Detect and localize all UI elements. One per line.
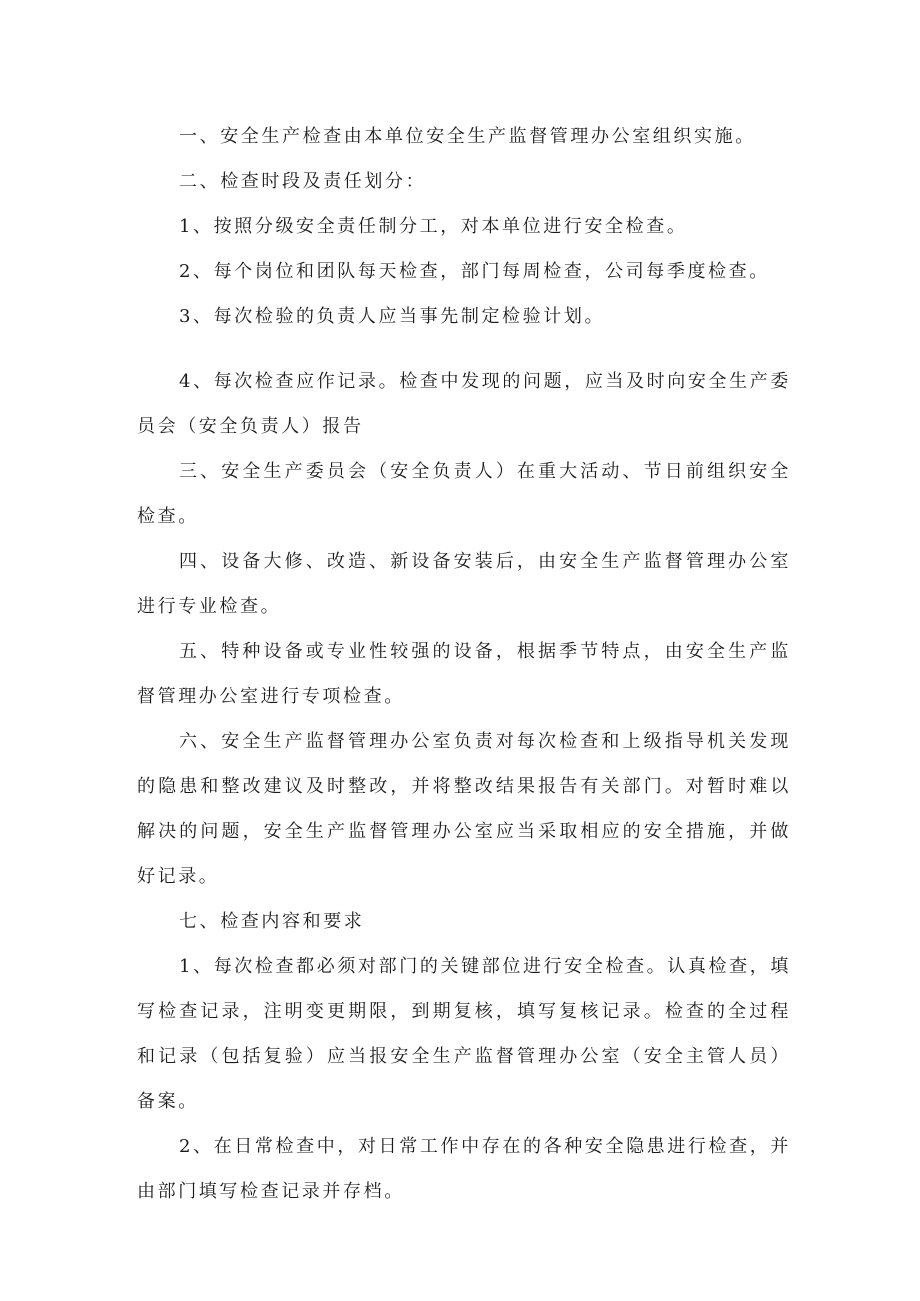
paragraph-3: 1、按照分级安全责任制分工，对本单位进行安全检查。 <box>179 216 688 237</box>
paragraph-2: 二、检查时段及责任划分： <box>179 171 427 192</box>
paragraph-8: 四、设备大修、改造、新设备安装后，由安全生产监督管理办公室进行专业检查。 <box>137 551 791 617</box>
paragraph-10: 六、安全生产监督管理办公室负责对每次检查和上级指导机关发现的隐患和整改建议及时整改，并将整改结果报告有关部门。对暂时难以解决的问题，安全生产监督管理办公室应当采取相应的安全措施，并做好记录。 <box>137 731 791 887</box>
paragraph-1: 一、安全生产检查由本单位安全生产监督管理办公室组织实施。 <box>179 126 756 147</box>
paragraph-7: 三、安全生产委员会（安全负责人）在重大活动、节日前组织安全检查。 <box>137 461 791 527</box>
paragraph-11: 七、检查内容和要求 <box>179 911 365 932</box>
paragraph-13: 2、在日常检查中，对日常工作中存在的各种安全隐患进行检查，并由部门填写检查记录并存档。 <box>137 1136 791 1202</box>
paragraph-5: 3、每次检验的负责人应当事先制定检验计划。 <box>179 306 606 327</box>
paragraph-6: 4、每次检查应作记录。检查中发现的问题，应当及时向安全生产委员会（安全负责人）报告 <box>137 371 791 437</box>
paragraph-12: 1、每次检查都必须对部门的关键部位进行安全检查。认真检查，填写检查记录，注明变更期限，到期复核，填写复核记录。检查的全过程和记录（包括复验）应当报安全生产监督管理办公室（安全主管人员）备案。 <box>137 956 791 1112</box>
document-body <box>137 114 791 1214</box>
paragraph-9: 五、特种设备或专业性较强的设备，根据季节特点，由安全生产监督管理办公室进行专项检查。 <box>137 641 791 707</box>
paragraph-4: 2、每个岗位和团队每天检查，部门每周检查，公司每季度检查。 <box>179 261 770 282</box>
